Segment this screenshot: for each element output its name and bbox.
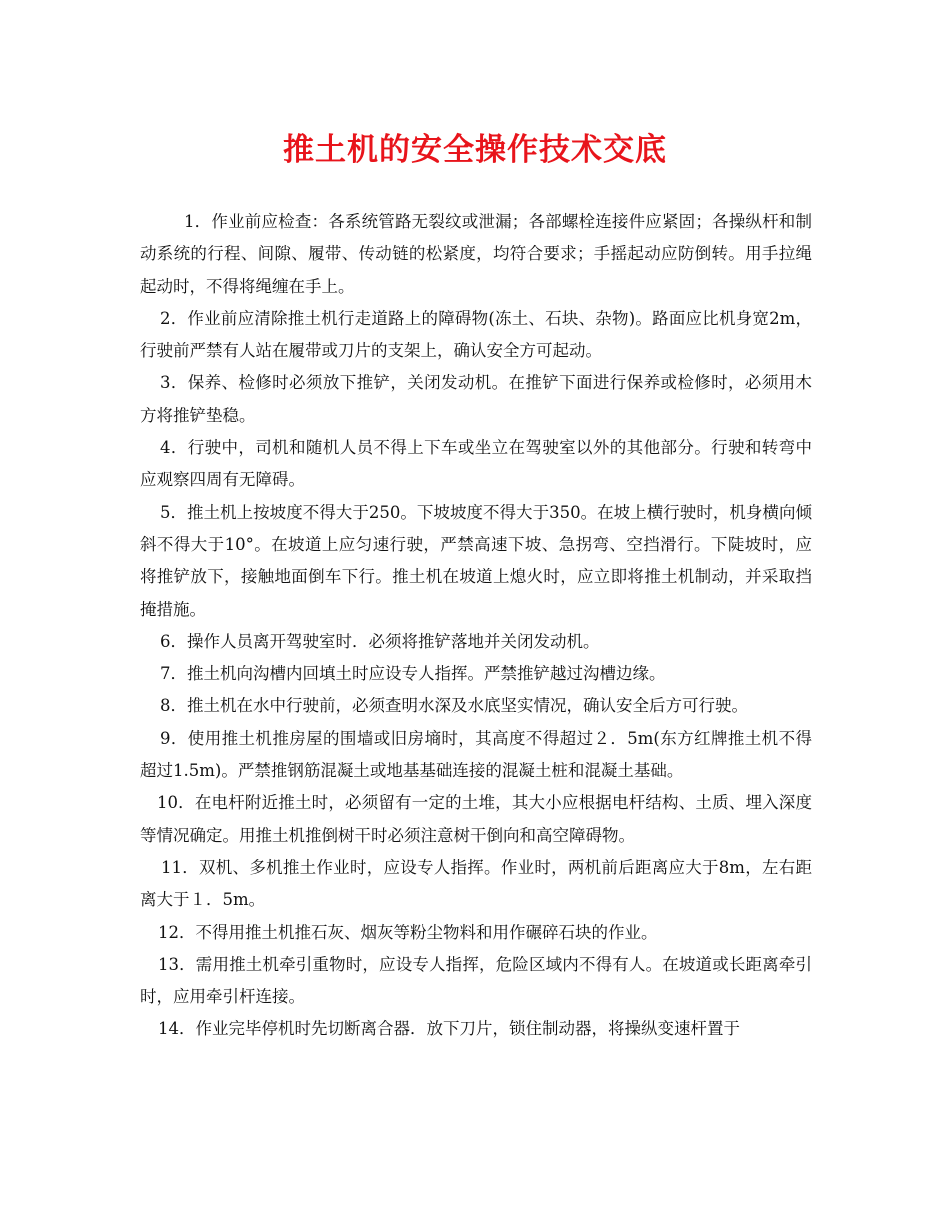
paragraph-10: 10．在电杆附近推土时，必须留有一定的土堆，其大小应根据电杆结构、土质、埋入深度等情况确定。用推土机推倒树干时必须注意树干倒向和高空障碍物。 [140,793,812,845]
document-title: 推土机的安全操作技术交底 [283,132,667,168]
paragraph-5: 5．推土机上按坡度不得大于250。下坡坡度不得大于350。在坡上横行驶时，机身横向倾斜不得大于10°。在坡道上应匀速行驶，严禁高速下坡、急拐弯、空挡滑行。下陡坡时，应将推铲放下，接触地面倒车下行。推土机在坡道上熄火时，应立即将推土机制动，并采取挡掩措施。 [140,502,812,619]
paragraph-8: 8．推土机在水中行驶前，必须查明水深及水底坚实情况，确认安全后方可行驶。 [160,696,748,716]
paragraph-6: 6．操作人员离开驾驶室时．必须将推铲落地并关闭发动机。 [160,631,600,651]
paragraph-14: 14．作业完毕停机时先切断离合器．放下刀片，锁住制动器，将操纵变速杆置于 [158,1019,740,1039]
paragraph-1: 1．作业前应检查：各系统管路无裂纹或泄漏；各部螺栓连接件应紧固；各操纵杆和制动系统的行程、间隙、履带、传动链的松紧度，均符合要求；手摇起动应防倒转。用手拉绳起动时，不得将绳缠在手上。 [140,212,812,296]
paragraph-9: 9．使用推土机推房屋的围墙或旧房墒时，其高度不得超过２．5m(东方红牌推土机不得超过1.5m)。严禁推钢筋混凝土或地基基础连接的混凝土桩和混凝土基础。 [140,728,812,781]
paragraph-2: 2．作业前应清除推土机行走道路上的障碍物(冻土、石块、杂物)。路面应比机身宽2m，行驶前严禁有人站在履带或刀片的支架上，确认安全方可起动。 [140,308,812,361]
paragraph-3: 3．保养、检修时必须放下推铲，关闭发动机。在推铲下面进行保养或检修时，必须用木方将推铲垫稳。 [140,373,812,425]
paragraph-4: 4．行驶中，司机和随机人员不得上下车或坐立在驾驶室以外的其他部分。行驶和转弯中应观察四周有无障碍。 [140,438,812,490]
paragraph-7: 7．推土机向沟槽内回填土时应设专人指挥。严禁推铲越过沟槽边缘。 [160,664,666,684]
document-body [140,206,812,1046]
paragraph-11: 11．双机、多机推土作业时，应设专人指挥。作业时，两机前后距离应大于8m，左右距离大于１．5m。 [140,857,812,910]
paragraph-12: 12．不得用推土机推石灰、烟灰等粉尘物料和用作碾碎石块的作业。 [158,922,658,942]
paragraph-13: 13．需用推土机牵引重物时，应设专人指挥，危险区域内不得有人。在坡道或长距离牵引时，应用牵引杆连接。 [140,954,812,1007]
